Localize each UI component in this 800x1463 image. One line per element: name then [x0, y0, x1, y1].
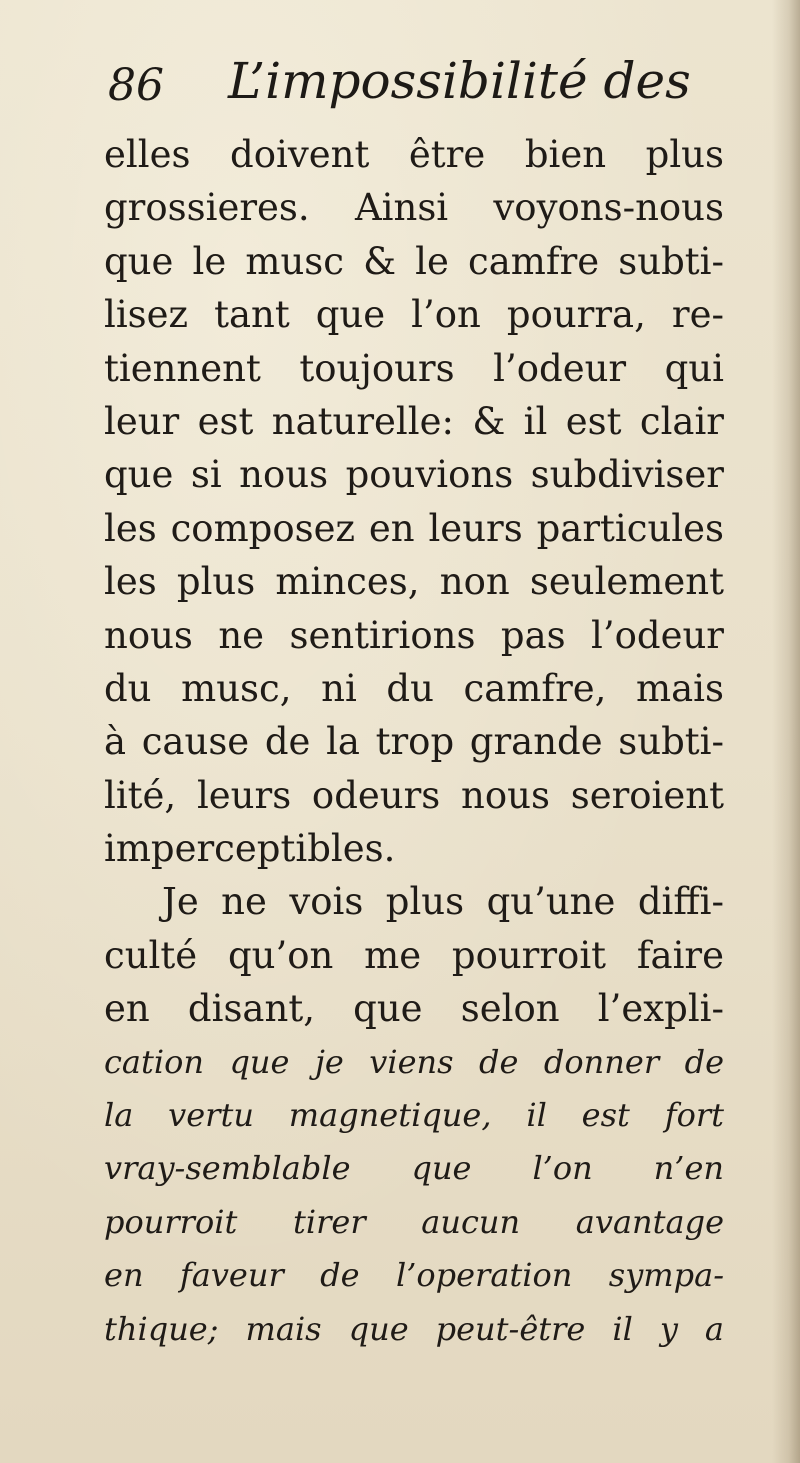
italic-text-line: vray-semblable que l’on n’en — [104, 1149, 724, 1188]
body-text — [104, 128, 724, 1356]
text-line: que si nous pouvions subdiviser — [104, 453, 724, 497]
text-line: leur est naturelle: & il est clair — [104, 399, 724, 443]
text-line: les plus minces, non seulement — [104, 560, 724, 604]
italic-text-line: en faveur de l’operation sympa- — [104, 1256, 724, 1295]
running-title: L’impossibilité des — [228, 52, 691, 110]
text-line: du musc, ni du camfre, mais — [104, 666, 724, 710]
text-line: elles doivent être bien plus — [104, 133, 724, 176]
text-line: lité, leurs odeurs nous seroient — [104, 773, 724, 817]
italic-text-line: cation que je viens de donner de — [104, 1042, 724, 1081]
text-line: en disant, que selon l’expli- — [104, 987, 724, 1031]
text-line: grossieres. Ainsi voyons-nous — [104, 186, 724, 230]
text-line: lisez tant que l’on pourra, re- — [104, 293, 724, 337]
italic-text-line: thique; mais que peut-être il y a — [104, 1309, 724, 1348]
italic-text-line: la vertu magnetique, il est fort — [104, 1096, 724, 1135]
page-edge-shadow — [772, 0, 800, 1463]
text-line: à cause de la trop grande subti- — [104, 720, 724, 764]
text-line: imperceptibles. — [104, 827, 396, 871]
page-number: 86 — [108, 60, 164, 111]
text-line: nous ne sentirions pas l’odeur — [104, 613, 724, 657]
text-line: que le musc & le camfre subti- — [104, 239, 724, 283]
italic-text-line: pourroit tirer aucun avantage — [104, 1202, 724, 1241]
paragraph-start-line: Je ne vois plus qu’une diffi- — [162, 880, 724, 924]
text-line: culté qu’on me pourroit faire — [104, 933, 724, 977]
text-line: tiennent toujours l’odeur qui — [104, 346, 724, 390]
text-line: les composez en leurs particules — [104, 506, 724, 550]
page-header — [108, 52, 708, 122]
